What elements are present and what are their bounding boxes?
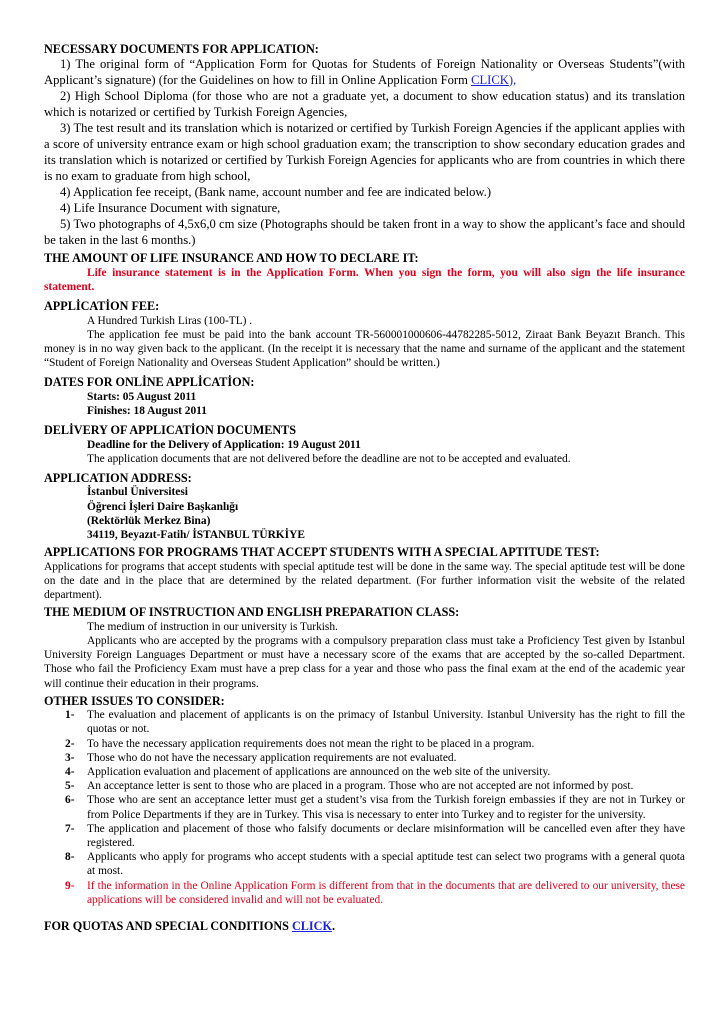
list-item-number: 6-: [65, 794, 75, 807]
delivery-deadline: Deadline for the Delivery of Application: 19 August 2011: [87, 438, 361, 451]
list-item-text: Applicants who apply for programs who accept students with a special aptitude test can select two programs with a general quota at most.: [87, 851, 685, 878]
quotas-click-link[interactable]: CLICK: [291, 918, 332, 933]
list-item: [44, 708, 685, 736]
list-item-text: Those who do not have the necessary application requirements are not evaluated.: [87, 751, 457, 764]
list-item-number: 9-: [65, 879, 75, 892]
fee-text: The application fee must be paid into the bank account TR-560001000606-44782285-5012, Ziraat Bank Beyazıt Branch. This money is in no way given back to the applicant. (In the receipt it is necessary that the name and surname of the applicant and the statement “Student of Foreign Nationality and Overseas Student Application” should be written.): [44, 328, 685, 370]
list-item: [44, 765, 685, 779]
docs-item-1-end: ),: [508, 73, 517, 88]
address-heading: APPLICATION ADDRESS:: [44, 471, 192, 486]
list-item-text: An acceptance letter is sent to those who are placed in a program. Those who are not accepted are not informed by post.: [87, 780, 634, 793]
aptitude-heading: APPLICATIONS FOR PROGRAMS THAT ACCEPT STUDENTS WITH A SPECIAL APTITUDE TEST:: [44, 545, 600, 560]
list-item-text: To have the necessary application requirements does not mean the right to be placed in a program.: [87, 737, 535, 750]
docs-item-2: 2) High School Diploma (for those who are not a graduate yet, a document to show education status) and its translation which is notarized or certified by Turkish Foreign Agencies,: [44, 89, 685, 120]
list-item-number: 3-: [65, 751, 75, 764]
list-item-text: If the information in the Online Application Form is different from that in the documents that are delivered to our university, these applications will be considered invalid and will not be evaluated.: [87, 879, 685, 906]
dates-starts: Starts: 05 August 2011: [87, 390, 197, 403]
fee-heading: APPLİCATİON FEE:: [44, 299, 160, 314]
fee-amount: A Hundred Turkish Liras (100-TL) .: [87, 314, 253, 327]
list-item-number: 1-: [65, 709, 75, 722]
list-item: [44, 737, 685, 751]
dates-finishes: Finishes: 18 August 2011: [87, 405, 207, 418]
docs-heading: NECESSARY DOCUMENTS FOR APPLICATION:: [44, 42, 319, 56]
document-page: [44, 42, 685, 945]
list-item: [44, 850, 685, 878]
list-item-text: Application evaluation and placement of applications are announced on the web site of the university.: [87, 765, 551, 778]
medium-line-1: The medium of instruction in our university is Turkish.: [87, 620, 338, 633]
list-item-text: The evaluation and placement of applicants is on the primacy of Istanbul University. Istanbul University has the right to fill the quotas or not.: [87, 709, 685, 736]
guidelines-click-link[interactable]: CLICK: [471, 73, 509, 88]
list-item: [44, 822, 685, 850]
medium-text: Applicants who are accepted by the programs with a compulsory preparation class must take a Proficiency Test given by Istanbul University Foreign Languages Department or must have a necessary score of the exams that are accepted by the so-called Department. Those who fail the Proficiency Exam must have a prep class for a year and those who pass the final exam at the end of the academic year will continue their education in their programs.: [44, 634, 685, 690]
docs-item-4b: 4) Life Insurance Document with signature,: [60, 201, 281, 216]
list-item: [44, 793, 685, 821]
footer-text: FOR QUOTAS AND SPECIAL CONDITIONS: [44, 918, 292, 933]
footer-line: [44, 919, 685, 933]
docs-item-4: 4) Application fee receipt, (Bank name, account number and fee are indicated below.): [60, 185, 492, 200]
list-item-text: The application and placement of those who falsify documents or declare misinformation will be cancelled even after they have registered.: [87, 822, 685, 849]
medium-heading: THE MEDIUM OF INSTRUCTION AND ENGLISH PREPARATION CLASS:: [44, 605, 460, 620]
delivery-heading: DELİVERY OF APPLICATİON DOCUMENTS: [44, 423, 297, 438]
other-issues-list: [44, 708, 685, 907]
address-line-1: İstanbul Üniversitesi: [87, 486, 188, 499]
insurance-heading: THE AMOUNT OF LIFE INSURANCE AND HOW TO DECLARE IT:: [44, 251, 419, 266]
aptitude-text: Applications for programs that accept students with special aptitude test will be done in the same way. The special aptitude test will be done on the date and in the place that are determined by the related department. (For further information visit the website of the related department).: [44, 560, 685, 602]
list-item-number: 2-: [65, 737, 75, 750]
address-line-3: (Rektörlük Merkez Bina): [87, 514, 211, 527]
list-item-number: 5-: [65, 780, 75, 793]
insurance-statement: Life insurance statement is in the Application Form. When you sign the form, you will also sign the life insurance statement.: [44, 266, 685, 294]
docs-item-3: 3) The test result and its translation which is notarized or certified by Turkish Foreign Agencies if the applicant applies with a score of university entrance exam or high school graduation exam; the transcription to show secondary education grades and its translation which is notarized or certified by Turkish Foreign Agencies for applicants who are from countries in which there is no exam to graduate from high school,: [44, 121, 685, 184]
docs-item-1: [44, 56, 685, 88]
list-item: [44, 879, 685, 907]
docs-item-5: 5) Two photographs of 4,5x6,0 cm size (Photographs should be taken front in a way to show the applicant’s face and should be taken in the last 6 months.): [44, 217, 685, 248]
list-item: [44, 751, 685, 765]
docs-item-1-text: 1) The original form of “Application Form for Quotas for Students of Foreign Nationality or Overseas Students”(with Applicant’s signature) (for the Guidelines on how to fill in Online Application Form: [44, 57, 685, 88]
dates-heading: DATES FOR ONLİNE APPLİCATİON:: [44, 375, 255, 390]
other-heading: OTHER ISSUES TO CONSIDER:: [44, 693, 225, 708]
address-line-4: 34119, Beyazıt-Fatih/ İSTANBUL TÜRKİYE: [87, 529, 305, 542]
list-item-number: 8-: [65, 851, 75, 864]
list-item-number: 7-: [65, 822, 75, 835]
list-item-number: 4-: [65, 765, 75, 778]
list-item: [44, 779, 685, 793]
footer-end: .: [331, 918, 335, 933]
delivery-text: The application documents that are not delivered before the deadline are not to be accepted and evaluated.: [87, 452, 571, 465]
address-line-2: Öğrenci İşleri Daire Başkanlığı: [87, 500, 239, 513]
list-item-text: Those who are sent an acceptance letter must get a student’s visa from the Turkish foreign embassies if they are not in Turkey or from Police Departments if they are in Turkey. This visa is necessary to enter into Turkey and to register for the university.: [87, 794, 685, 821]
